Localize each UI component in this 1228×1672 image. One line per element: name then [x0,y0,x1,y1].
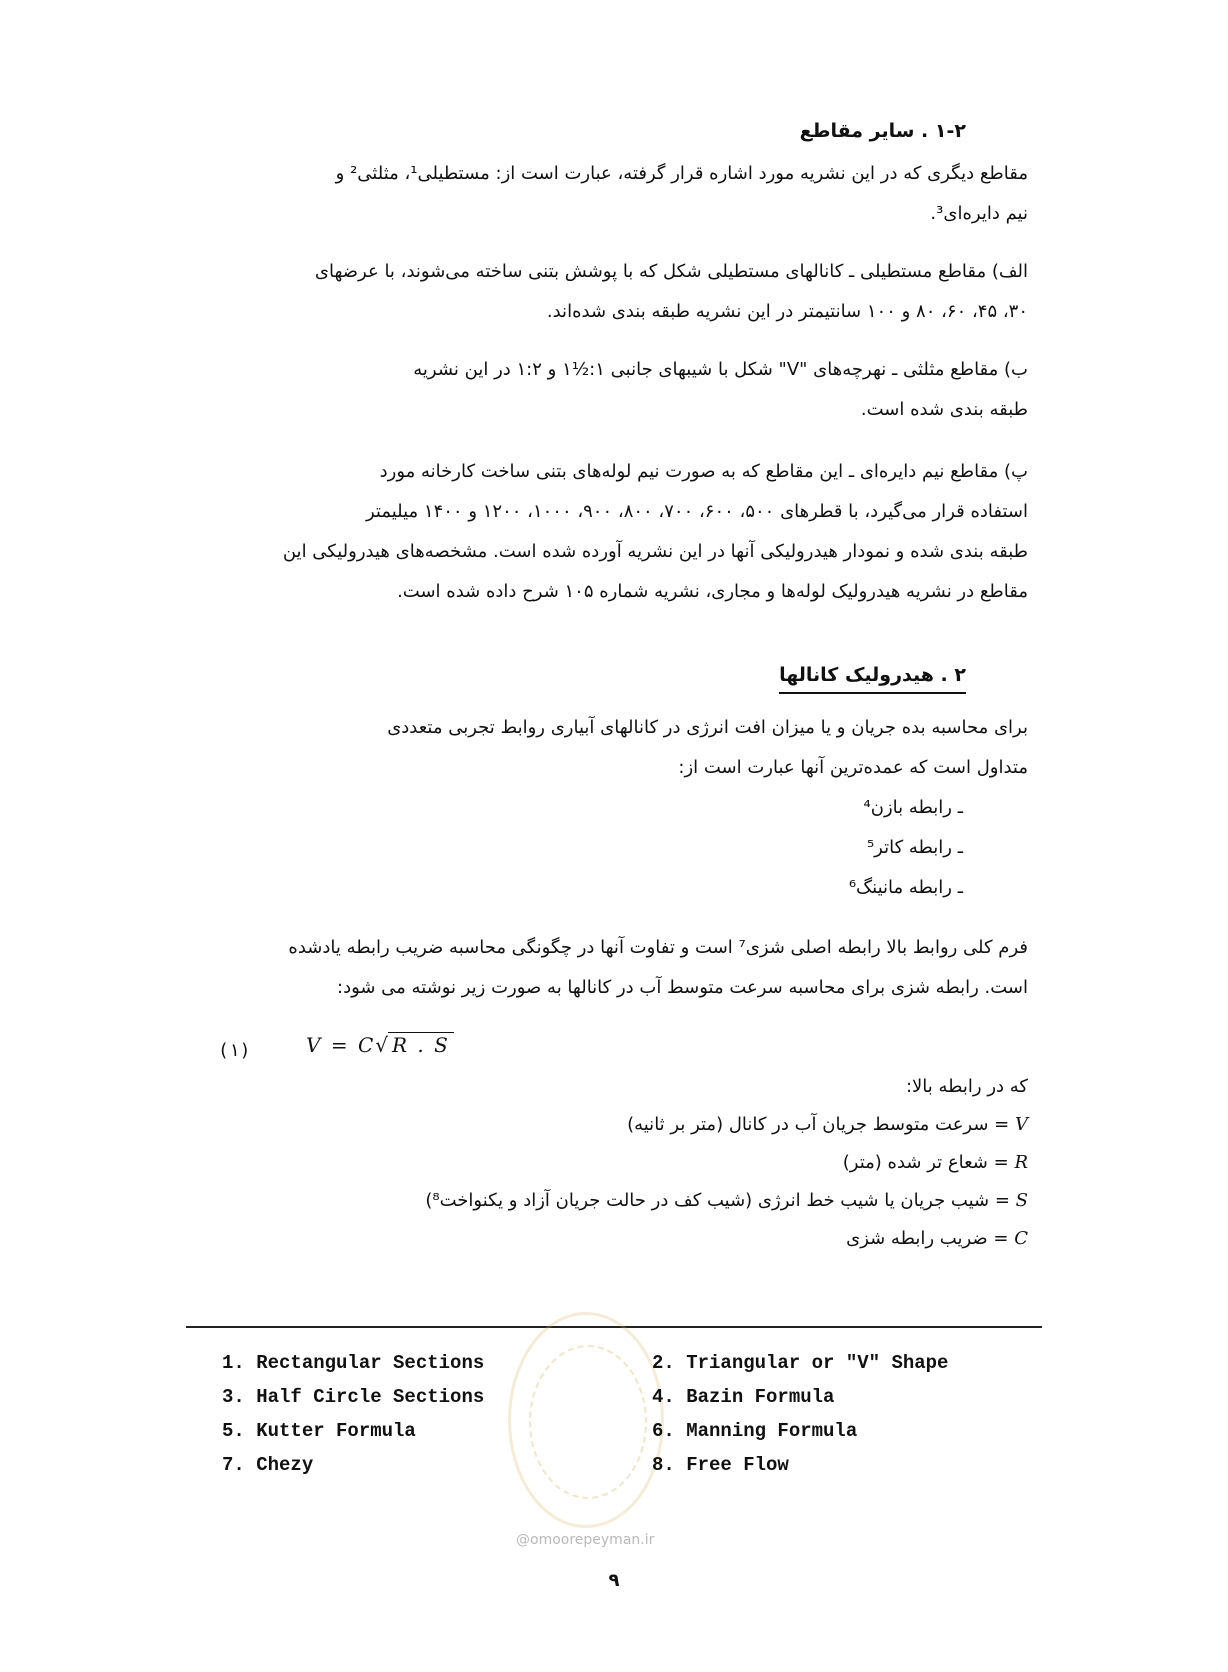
formula-list [849,788,963,908]
paragraph-triangular-sections [190,350,1028,430]
equation-lhs: V [306,1033,323,1057]
definition-symbol: R [1014,1152,1028,1173]
text-line: طبقه بندی شده و نمودار هیدرولیکی آنها در این نشریه آورده شده است. مشخصه‌های هیدرولیکی این [282,541,1028,562]
chezy-equation [306,1032,454,1057]
text-line: نیم دایره‌ای³. [930,203,1028,224]
definition-text: = شیب جریان یا شیب خط انرژی (شیب کف در حالت جریان آزاد و یکنواخت⁸) [425,1190,1010,1211]
paragraph-half-circle-sections [190,452,1028,612]
equation-coefficient: C [357,1033,376,1057]
radical-sign: √ [375,1033,390,1057]
definition-item [425,1106,1028,1144]
definition-text: = ضریب رابطه شزی [846,1228,1009,1249]
paragraph-hydraulics-intro [190,708,1028,788]
variable-definitions [425,1068,1028,1258]
paragraph-chezy-general [190,928,1028,1008]
definition-item [425,1220,1028,1258]
list-item: ـ رابطه کاتر⁵ [866,837,963,858]
text-line: متداول است که عمده‌ترین آنها عبارت است از: [678,757,1028,778]
footnote: 4. Bazin Formula [652,1386,835,1408]
definition-text: = سرعت متوسط جریان آب در کانال (متر بر ثانیه) [627,1114,1010,1135]
text-line: مقاطع دیگری که در این نشریه مورد اشاره قرار گرفته، عبارت است از: مستطیلی¹، مثلثی² و [335,163,1028,184]
text-line: ب) مقاطع مثلثی ـ نهرچه‌های "V" شکل با شیبهای جانبی ۱:½۱ و ۱:۲ در این نشریه [413,359,1028,380]
equation-equals: = [330,1033,350,1057]
page-number: ۹ [608,1570,620,1591]
text-line: استفاده قرار می‌گیرد، با قطرهای ۵۰۰، ۶۰۰، ۷۰۰، ۸۰۰، ۹۰۰، ۱۰۰۰، ۱۲۰۰ و ۱۴۰۰ میلیمتر [365,501,1028,522]
paragraph-other-sections-intro [190,154,1028,234]
watermark-site: @omoorepeyman.ir [516,1532,655,1548]
footnote: 5. Kutter Formula [222,1420,416,1442]
equation-number: (۱) [218,1040,251,1061]
definitions-intro: که در رابطه بالا: [905,1076,1028,1097]
footnote: 8. Free Flow [652,1454,789,1476]
definition-text: = شعاع تر شده (متر) [842,1152,1009,1173]
definition-item [425,1144,1028,1182]
section-heading-other-sections: ۱-۲ . سایر مقاطع [799,120,966,142]
list-item: ـ رابطه بازن⁴ [863,797,963,818]
text-line: طبقه بندی شده است. [860,399,1028,420]
text-line: ۳۰، ۴۵، ۶۰، ۸۰ و ۱۰۰ سانتیمتر در این نشریه طبقه بندی شده‌اند. [546,301,1028,322]
footnote: 2. Triangular or "V" Shape [652,1352,949,1374]
definition-symbol: V [1015,1114,1028,1135]
definition-symbol: C [1014,1228,1028,1249]
footnote: 1. Rectangular Sections [222,1352,485,1374]
text-line: برای محاسبه بده جریان و یا میزان افت انرژی در کانالهای آبیاری روابط تجربی متعددی [387,717,1028,738]
equation-radicand: R . S [388,1032,454,1057]
section-heading-canal-hydraulics: ۲ . هیدرولیک کانالها [779,664,966,694]
paragraph-rectangular-sections [190,252,1028,332]
footnote: 3. Half Circle Sections [222,1386,485,1408]
footnote: 6. Manning Formula [652,1420,858,1442]
text-line: الف) مقاطع مستطیلی ـ کانالهای مستطیلی شکل که با پوشش بتنی ساخته می‌شوند، با عرضهای [314,261,1028,282]
text-line: مقاطع در نشریه هیدرولیک لوله‌ها و مجاری، نشریه شماره ۱۰۵ شرح داده شده است. [397,581,1028,602]
list-item: ـ رابطه مانینگ⁶ [848,877,963,898]
text-line: فرم کلی روابط بالا رابطه اصلی شزی⁷ است و تفاوت آنها در چگونگی محاسبه ضریب رابطه یادشده [288,937,1028,958]
text-line: پ) مقاطع نیم دایره‌ای ـ این مقاطع که به صورت نیم لوله‌های بتنی ساخت کارخانه مورد [379,461,1028,482]
footnotes [222,1352,1022,1476]
definition-symbol: S [1015,1190,1028,1211]
definition-item [425,1182,1028,1220]
footnote: 7. Chezy [222,1454,314,1476]
text-line: است. رابطه شزی برای محاسبه سرعت متوسط آب در کانالها به صورت زیر نوشته می شود: [337,977,1028,998]
